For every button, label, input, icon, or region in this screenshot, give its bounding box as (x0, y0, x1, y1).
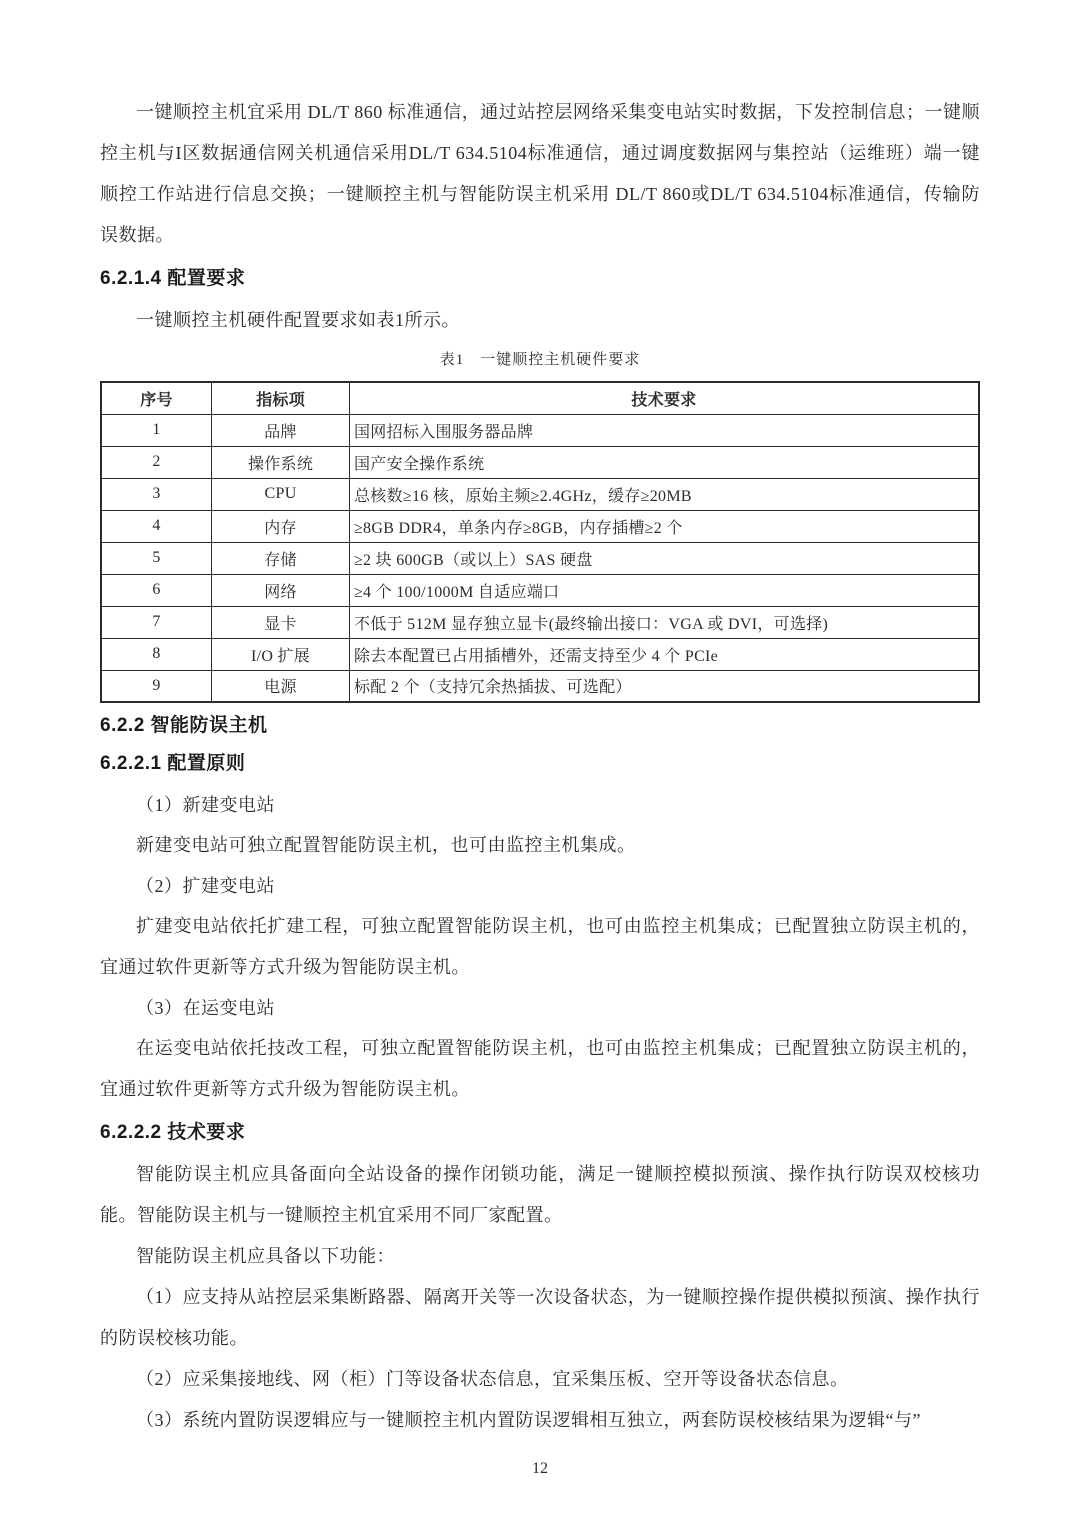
table-row (101, 574, 979, 606)
paragraph-inservice-substation: 在运变电站依托技改工程，可独立配置智能防误主机，也可由监控主机集成；已配置独立防误主机的，宜通过软件更新等方式升级为智能防误主机。 (100, 1038, 980, 1099)
heading-6-2-2-1: 6.2.2.1 配置原则 (100, 753, 246, 774)
page-number: 12 (532, 1460, 548, 1477)
table-row (101, 446, 979, 478)
table-row (101, 542, 979, 574)
table-row (101, 638, 979, 670)
cell-no: 1 (101, 414, 212, 446)
list-item-2-expanded-substation: （2）扩建变电站 (136, 876, 275, 896)
paragraph-function-2: （2）应采集接地线、网（柜）门等设备状态信息，宜采集压板、空开等设备状态信息。 (136, 1369, 849, 1389)
cell-requirement: 除去本配置已占用插槽外，还需支持至少 4 个 PCIe (349, 638, 979, 670)
cell-item: 电源 (212, 670, 350, 702)
paragraph-new-substation: 新建变电站可独立配置智能防误主机，也可由监控主机集成。 (136, 835, 636, 855)
table-row (101, 478, 979, 510)
cell-no: 2 (101, 446, 212, 478)
table-row (101, 510, 979, 542)
cell-item: 内存 (212, 510, 350, 542)
cell-requirement: 总核数≥16 核，原始主频≥2.4GHz，缓存≥20MB (349, 478, 979, 510)
cell-requirement: 国产安全操作系统 (349, 446, 979, 478)
paragraph-tech-requirement-1: 智能防误主机应具备面向全站设备的操作闭锁功能，满足一键顺控模拟预演、操作执行防误双校核功能。智能防误主机与一键顺控主机宜采用不同厂家配置。 (100, 1164, 980, 1225)
cell-no: 6 (101, 574, 212, 606)
cell-item: I/O 扩展 (212, 638, 350, 670)
cell-item: 操作系统 (212, 446, 350, 478)
intro-paragraph: 一键顺控主机宜采用 DL/T 860 标准通信，通过站控层网络采集变电站实时数据，下发控制信息；一键顺控主机与I区数据通信网关机通信采用DL/T 634.5104标准通信，通过调度数据网与集控站（运维班）端一键顺控工作站进行信息交换；一键顺控主机与智能防误主机采用 DL/T 860或DL/T 634.5104标准通信，传输防误数据。 (100, 102, 980, 245)
paragraph-expanded-substation: 扩建变电站依托扩建工程，可独立配置智能防误主机，也可由监控主机集成；已配置独立防误主机的，宜通过软件更新等方式升级为智能防误主机。 (100, 916, 980, 977)
cell-no: 3 (101, 478, 212, 510)
paragraph-function-1: （1）应支持从站控层采集断路器、隔离开关等一次设备状态，为一键顺控操作提供模拟预演、操作执行的防误校核功能。 (100, 1287, 980, 1348)
paragraph-config-requirement: 一键顺控主机硬件配置要求如表1所示。 (136, 310, 460, 330)
column-header-requirement: 技术要求 (349, 382, 979, 414)
paragraph-tech-requirement-2: 智能防误主机应具备以下功能： (136, 1246, 395, 1266)
cell-requirement: ≥2 块 600GB（或以上）SAS 硬盘 (349, 542, 979, 574)
cell-item: CPU (212, 478, 350, 510)
paragraph-function-3: （3）系统内置防误逻辑应与一键顺控主机内置防误逻辑相互独立，两套防误校核结果为逻辑“与” (136, 1410, 921, 1430)
column-header-item: 指标项 (212, 382, 350, 414)
table-row (101, 606, 979, 638)
cell-no: 9 (101, 670, 212, 702)
cell-requirement: ≥4 个 100/1000M 自适应端口 (349, 574, 979, 606)
cell-item: 存储 (212, 542, 350, 574)
cell-requirement: ≥8GB DDR4，单条内存≥8GB，内存插槽≥2 个 (349, 510, 979, 542)
cell-item: 网络 (212, 574, 350, 606)
cell-item: 显卡 (212, 606, 350, 638)
heading-6-2-2: 6.2.2 智能防误主机 (100, 715, 268, 736)
cell-no: 4 (101, 510, 212, 542)
cell-no: 8 (101, 638, 212, 670)
table-header-row (101, 382, 979, 414)
cell-item: 品牌 (212, 414, 350, 446)
table-row (101, 414, 979, 446)
cell-requirement: 标配 2 个（支持冗余热插拔、可选配） (349, 670, 979, 702)
table-caption: 表1 一键顺控主机硬件要求 (439, 352, 641, 368)
list-item-3-inservice-substation: （3）在运变电站 (136, 998, 275, 1018)
heading-6-2-1-4: 6.2.1.4 配置要求 (100, 268, 246, 289)
hardware-requirements-table (100, 381, 980, 703)
heading-6-2-2-2: 6.2.2.2 技术要求 (100, 1122, 246, 1143)
column-header-no: 序号 (101, 382, 212, 414)
cell-no: 5 (101, 542, 212, 574)
cell-no: 7 (101, 606, 212, 638)
list-item-1-new-substation: （1）新建变电站 (136, 795, 275, 815)
table-row (101, 670, 979, 702)
cell-requirement: 不低于 512M 显存独立显卡(最终输出接口：VGA 或 DVI，可选择) (349, 606, 979, 638)
cell-requirement: 国网招标入围服务器品牌 (349, 414, 979, 446)
